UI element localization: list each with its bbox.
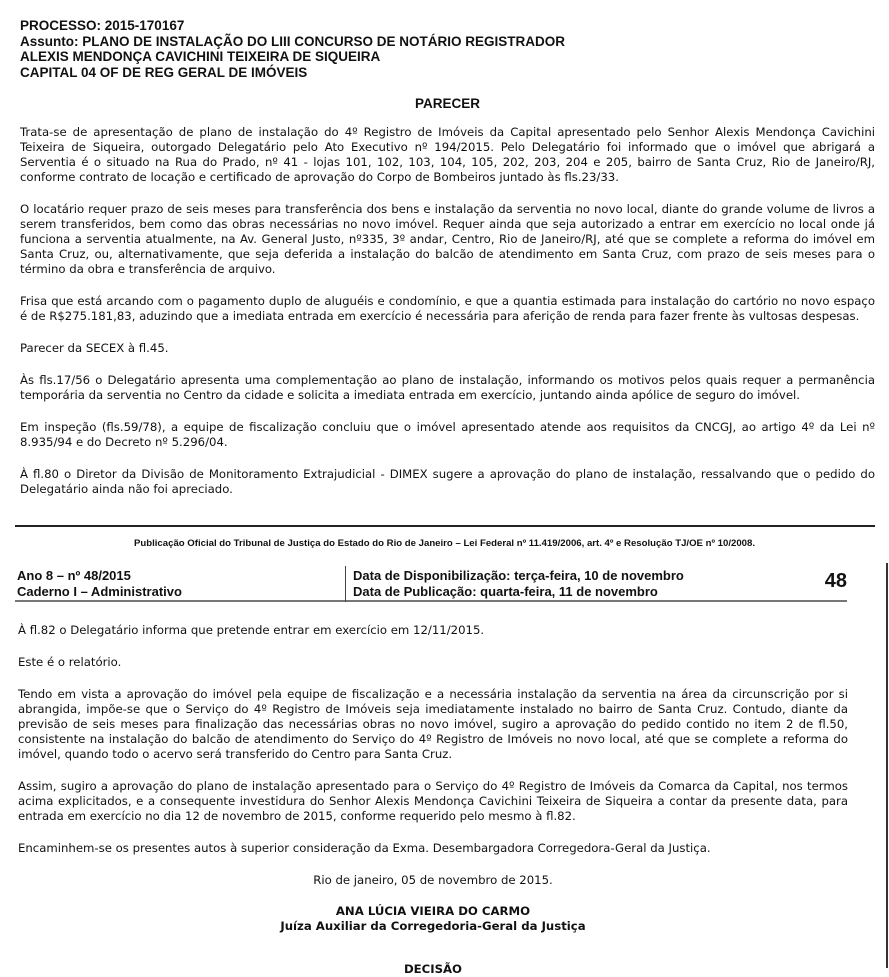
availability-date: Data de Disponibilização: terça-feira, 10 de novembro	[353, 568, 684, 583]
subject: Assunto: PLANO DE INSTALAÇÃO DO LIII CONCURSO DE NOTÁRIO REGISTRADOR	[20, 33, 566, 49]
paragraph: Este é o relatório.	[18, 655, 122, 669]
paragraph: Encaminhem-se os presentes autos à superior consideração da Exma. Desembargadora Corregedora-Geral da Justiça.	[18, 841, 711, 855]
parecer-section	[20, 18, 875, 514]
page-header-bar	[15, 566, 847, 602]
office-name: CAPITAL 04 OF DE REG GERAL DE IMÓVEIS	[20, 64, 308, 80]
section: Caderno I – Administrativo	[17, 584, 182, 599]
paragraph: Parecer da SECEX à fl.45.	[20, 341, 169, 355]
process-number: PROCESSO: 2015-170167	[20, 18, 185, 33]
divider	[15, 525, 875, 527]
page-border	[886, 563, 888, 968]
delegate-name: ALEXIS MENDONÇA CAVICHINI TEIXEIRA DE SIQUEIRA	[20, 49, 381, 64]
paragraph: Em inspeção (fls.59/78), a equipe de fiscalização concluiu que o imóvel apresentado atende aos requisitos da CNCGJ, ao artigo 4º da Lei nº 8.935/94 e do Decreto nº 5.296/04.	[20, 420, 875, 449]
parecer-title: PARECER	[414, 96, 480, 111]
paragraph: Frisa que está arcando com o pagamento duplo de aluguéis e condomínio, e que a quantia estimada para instalação do cartório no novo espaço é de R$275.181,83, aduzindo que a imediata entrada em exercício é necessária para aferição de renda para fazer frente às vultosas despesas.	[20, 294, 875, 323]
paragraph: À fl.80 o Diretor da Divisão de Monitoramento Extrajudicial - DIMEX sugere a aprovação do plano de instalação, ressalvando que o pedido do Delegatário ainda não foi apreciado.	[20, 467, 875, 496]
process-header	[20, 18, 875, 80]
paragraph: Assim, sugiro a aprovação do plano de instalação apresentado para o Serviço do 4º Registro de Imóveis da Comarca da Capital, nos termos acima explicitados, e a consequente investidura do Senhor Alexis Mendonça Cavichini Teixeira de Siqueira a contar da presente data, para entrada em exercício no dia 12 de novembro de 2015, conforme requerido pelo mesmo à fl.82.	[18, 779, 848, 823]
publication-date: Data de Publicação: quarta-feira, 11 de novembro	[353, 584, 658, 599]
paragraph: Às fls.17/56 o Delegatário apresenta uma complementação ao plano de instalação, informando os motivos pelos quais requer a permanência temporária da serventia no Centro da cidade e solicita a imediata entrada em exercício, juntando ainda apólice de seguro do imóvel.	[20, 373, 875, 402]
edition: Ano 8 – nº 48/2015	[17, 568, 131, 583]
parecer-continuation	[18, 623, 848, 977]
place-date: Rio de janeiro, 05 de novembro de 2015.	[313, 873, 553, 887]
decisao-title: DECISÃO	[403, 962, 462, 976]
paragraph: Trata-se de apresentação de plano de instalação do 4º Registro de Imóveis da Capital apresentado pelo Senhor Alexis Mendonça Cavichini Teixeira de Siqueira, outorgado Delegatário pelo Ato Executivo nº 194/2015. Pelo Delegatário foi informado que o imóvel que abrigará a Serventia é o situado na Rua do Prado, nº 41 - lojas 101, 102, 103, 104, 105, 202, 203, 204 e 205, bairro de Santa Cruz, Rio de Janeiro/RJ, conforme contrato de locação e certificado de aprovação do Corpo de Bombeiros juntado às fls.23/33.	[20, 125, 875, 184]
paragraph: À fl.82 o Delegatário informa que pretende entrar em exercício em 12/11/2015.	[18, 623, 485, 637]
publication-notice: Publicação Oficial do Tribunal de Justiça do Estado do Rio de Janeiro – Lei Federal nº 11.419/2006, art. 4º e Resolução TJ/OE nº 10/2008.	[133, 538, 755, 549]
paragraph: O locatário requer prazo de seis meses para transferência dos bens e instalação da serventia no novo local, diante do grande volume de livros a serem transferidos, bem como das obras necessárias no novo imóvel. Requer ainda que seja autorizado a entrar em exercício no local onde já funciona a serventia atualmente, na Av. General Justo, nº335, 3º andar, Centro, Rio de Janeiro/RJ, até que se complete a reforma do imóvel em Santa Cruz, ou, alternativamente, que seja deferida a instalação do balcão de atendimento em Santa Cruz, com prazo de seis meses para o término da obra e transferência de arquivo.	[20, 202, 875, 276]
page-number: 48	[824, 570, 847, 592]
signer-name: ANA LÚCIA VIEIRA DO CARMO	[335, 904, 531, 918]
paragraph: Tendo em vista a aprovação do imóvel pela equipe de fiscalização e a necessária instalação da serventia na área da circunscrição por si abrangida, impõe-se que o Serviço do 4º Registro de Imóveis seja imediatamente instalado no bairro de Santa Cruz. Contudo, diante da previsão de seis meses para finalização das necessárias obras no novo imóvel, sugiro a aprovação do pedido contido no item 2 de fl.50, consistente na instalação do balcão de atendimento do Serviço do 4º Registro de Imóveis no novo local, até que se complete a reforma do imóvel, quando todo o acervo será transferido do Centro para Santa Cruz.	[18, 687, 848, 761]
signer-role: Juíza Auxiliar da Corregedoria-Geral da Justiça	[280, 919, 586, 933]
